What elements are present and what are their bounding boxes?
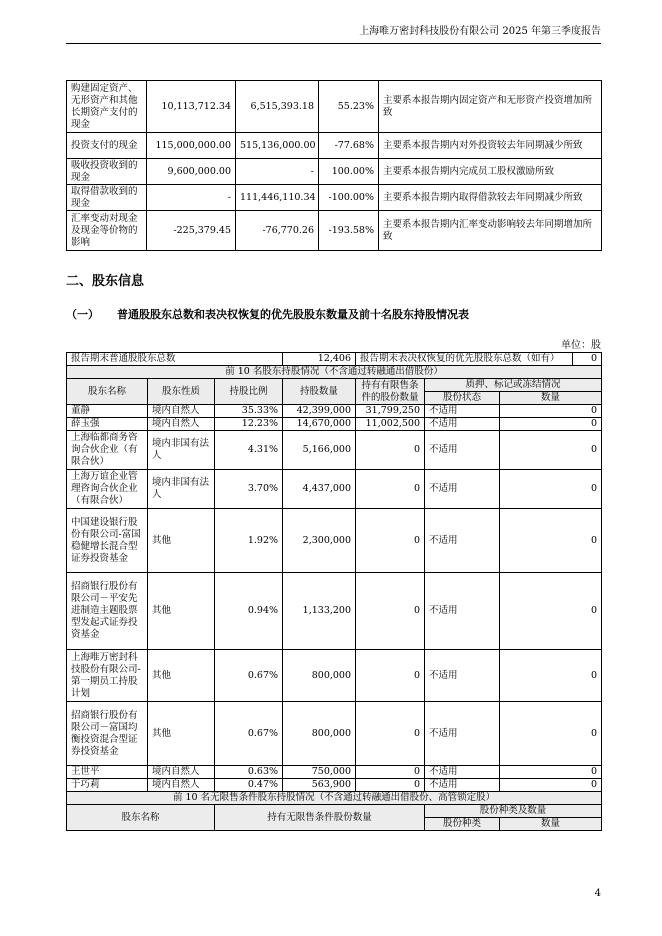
holder-name: 上海万谊企业管理咨询合伙企业（有限合伙） <box>67 470 148 509</box>
holder-nature: 境内自然人 <box>148 779 215 792</box>
col-header-restricted: 持有有限售条件的股份数量 <box>356 379 425 405</box>
holder-name: 于巧莉 <box>67 779 148 792</box>
table-row <box>67 405 602 418</box>
cashflow-prior: 111,446,110.34 <box>236 185 319 211</box>
subsection-index: （一） <box>66 308 99 321</box>
holder-pledge-status: 不适用 <box>425 405 500 418</box>
table-row <box>67 573 602 650</box>
holder-qty: 4,437,000 <box>283 470 356 509</box>
holder-restricted: 0 <box>356 573 425 650</box>
cashflow-change: -193.58% <box>319 211 379 251</box>
holder-restricted: 0 <box>356 702 425 766</box>
cashflow-reason: 主要系本报告期内汇率变动影响较去年同期增加所致 <box>379 211 602 251</box>
cashflow-prior: 515,136,000.00 <box>236 133 319 159</box>
col-header-pledge-status: 股份状态 <box>425 392 500 405</box>
total-holders-label: 报告期末普通股股东总数 <box>67 353 283 366</box>
holder-pledge-qty: 0 <box>500 766 602 779</box>
holder-qty: 750,000 <box>283 766 356 779</box>
holder-name: 上海临都商务咨询合伙企业（有限合伙） <box>67 431 148 470</box>
holder-restricted: 11,002,500 <box>356 418 425 431</box>
table-row <box>67 779 602 792</box>
cashflow-reason: 主要系本报告期内取得借款较去年同期减少所致 <box>379 185 602 211</box>
page-number: 4 <box>594 888 601 899</box>
holder-qty: 5,166,000 <box>283 431 356 470</box>
col-header-qty: 持股数量 <box>283 379 356 405</box>
table-row <box>67 766 602 779</box>
holder-qty: 2,300,000 <box>283 509 356 573</box>
table-row <box>67 133 602 159</box>
holder-name: 薛玉强 <box>67 418 148 431</box>
holder-name: 王世平 <box>67 766 148 779</box>
holder-pledge-status: 不适用 <box>425 431 500 470</box>
page-header: 上海唯万密封科技股份有限公司 2025 年第三季度报告 <box>66 22 601 44</box>
holder-nature: 境内自然人 <box>148 418 215 431</box>
holder-pledge-qty: 0 <box>500 573 602 650</box>
holder-name: 董静 <box>67 405 148 418</box>
cashflow-item: 吸收投资收到的现金 <box>67 159 147 185</box>
subsection-text: 普通股股东总数和表决权恢复的优先股股东数量及前十名股东持股情况表 <box>117 308 469 321</box>
cashflow-current: 115,000,000.00 <box>147 133 236 159</box>
holder-restricted: 0 <box>356 779 425 792</box>
cashflow-item: 投资支付的现金 <box>67 133 147 159</box>
cashflow-change-table <box>66 80 602 251</box>
holder-nature: 境内自然人 <box>148 405 215 418</box>
table-row <box>67 81 602 133</box>
table-row <box>67 509 602 573</box>
holder-ratio: 0.47% <box>215 779 283 792</box>
holder-restricted: 31,799,250 <box>356 405 425 418</box>
holder-pledge-qty: 0 <box>500 470 602 509</box>
holder-qty: 563,900 <box>283 779 356 792</box>
cashflow-change: -100.00% <box>319 185 379 211</box>
unrestricted-title: 前 10 名无限售条件股东持股情况（不含通过转融通出借股份、高管锁定股） <box>67 792 602 805</box>
shareholder-table <box>66 352 602 831</box>
holder-pledge-status: 不适用 <box>425 470 500 509</box>
holder-nature: 境内非国有法人 <box>148 470 215 509</box>
cashflow-change: -77.68% <box>319 133 379 159</box>
holder-pledge-qty: 0 <box>500 702 602 766</box>
cashflow-prior: - <box>236 159 319 185</box>
unrestricted-header-name: 股东名称 <box>67 805 215 831</box>
col-header-name: 股东名称 <box>67 379 148 405</box>
table-row <box>67 431 602 470</box>
holder-ratio: 12.23% <box>215 418 283 431</box>
holder-nature: 其他 <box>148 509 215 573</box>
holder-name: 中国建设银行股份有限公司-富国稳健增长混合型证券投资基金 <box>67 509 148 573</box>
unrestricted-header-kind: 股份种类及数量 <box>425 805 602 818</box>
holder-restricted: 0 <box>356 470 425 509</box>
holder-restricted: 0 <box>356 650 425 702</box>
holder-ratio: 3.70% <box>215 470 283 509</box>
holder-ratio: 4.31% <box>215 431 283 470</box>
cashflow-change: 55.23% <box>319 81 379 133</box>
table-row <box>67 702 602 766</box>
holder-nature: 其他 <box>148 702 215 766</box>
holder-ratio: 1.92% <box>215 509 283 573</box>
holder-nature: 境内自然人 <box>148 766 215 779</box>
holder-restricted: 0 <box>356 431 425 470</box>
holder-name: 上海唯万密封科技股份有限公司-第一期员工持股计划 <box>67 650 148 702</box>
holder-qty: 800,000 <box>283 702 356 766</box>
holder-pledge-qty: 0 <box>500 405 602 418</box>
cashflow-current: -225,379.45 <box>147 211 236 251</box>
total-holders-value: 12,406 <box>283 353 356 366</box>
holder-nature: 其他 <box>148 573 215 650</box>
holder-pledge-status: 不适用 <box>425 509 500 573</box>
cashflow-prior: 6,515,393.18 <box>236 81 319 133</box>
holder-nature: 境内非国有法人 <box>148 431 215 470</box>
col-header-nature: 股东性质 <box>148 379 215 405</box>
table-row <box>67 211 602 251</box>
holder-ratio: 0.63% <box>215 766 283 779</box>
holder-pledge-status: 不适用 <box>425 650 500 702</box>
cashflow-change: 100.00% <box>319 159 379 185</box>
holder-nature: 其他 <box>148 650 215 702</box>
section-title: 二、股东信息 <box>66 274 145 289</box>
top10-title: 前 10 名股东持股情况（不含通过转融通出借股份） <box>67 366 602 379</box>
col-header-pledge: 质押、标记或冻结情况 <box>425 379 602 392</box>
holder-pledge-status: 不适用 <box>425 779 500 792</box>
holder-pledge-status: 不适用 <box>425 418 500 431</box>
cashflow-reason: 主要系本报告期内对外投资较去年同期减少所致 <box>379 133 602 159</box>
pref-holders-value: 0 <box>573 353 602 366</box>
table-row <box>67 470 602 509</box>
holder-qty: 42,399,000 <box>283 405 356 418</box>
cashflow-current: 9,600,000.00 <box>147 159 236 185</box>
cashflow-item: 购建固定资产、无形资产和其他长期资产支付的现金 <box>67 81 147 133</box>
cashflow-reason: 主要系本报告期内完成员工股权激励所致 <box>379 159 602 185</box>
subsection-title <box>66 306 469 322</box>
holder-name: 招商银行股份有限公司－富国均衡投资混合型证券投资基金 <box>67 702 148 766</box>
holder-name: 招商银行股份有限公司－平安先进制造主题股票型发起式证券投资基金 <box>67 573 148 650</box>
holder-qty: 14,670,000 <box>283 418 356 431</box>
unrestricted-header-kind-type: 股份种类 <box>425 818 500 831</box>
col-header-ratio: 持股比例 <box>215 379 283 405</box>
table-row <box>67 650 602 702</box>
table-row <box>67 418 602 431</box>
cashflow-current: - <box>147 185 236 211</box>
cashflow-item: 汇率变动对现金及现金等价物的影响 <box>67 211 147 251</box>
unrestricted-header-kind-qty: 数量 <box>500 818 602 831</box>
holder-pledge-status: 不适用 <box>425 702 500 766</box>
table-row <box>67 159 602 185</box>
holder-ratio: 35.33% <box>215 405 283 418</box>
table-row <box>67 185 602 211</box>
cashflow-prior: -76,770.26 <box>236 211 319 251</box>
holder-restricted: 0 <box>356 766 425 779</box>
unrestricted-header-qty: 持有无限售条件股份数量 <box>215 805 425 831</box>
cashflow-current: 10,113,712.34 <box>147 81 236 133</box>
holder-pledge-qty: 0 <box>500 509 602 573</box>
holder-pledge-qty: 0 <box>500 779 602 792</box>
pref-holders-label: 报告期末表决权恢复的优先股股东总数（如有） <box>356 353 573 366</box>
holder-pledge-status: 不适用 <box>425 573 500 650</box>
cashflow-reason: 主要系本报告期内固定资产和无形资产投资增加所致 <box>379 81 602 133</box>
holder-restricted: 0 <box>356 509 425 573</box>
unit-label: 单位：股 <box>561 340 601 351</box>
holder-ratio: 0.67% <box>215 702 283 766</box>
holder-pledge-qty: 0 <box>500 431 602 470</box>
holder-pledge-status: 不适用 <box>425 766 500 779</box>
holder-qty: 800,000 <box>283 650 356 702</box>
holder-qty: 1,133,200 <box>283 573 356 650</box>
holder-ratio: 0.94% <box>215 573 283 650</box>
holder-pledge-qty: 0 <box>500 418 602 431</box>
cashflow-item: 取得借款收到的现金 <box>67 185 147 211</box>
col-header-pledge-qty: 数量 <box>500 392 602 405</box>
holder-ratio: 0.67% <box>215 650 283 702</box>
holder-pledge-qty: 0 <box>500 650 602 702</box>
